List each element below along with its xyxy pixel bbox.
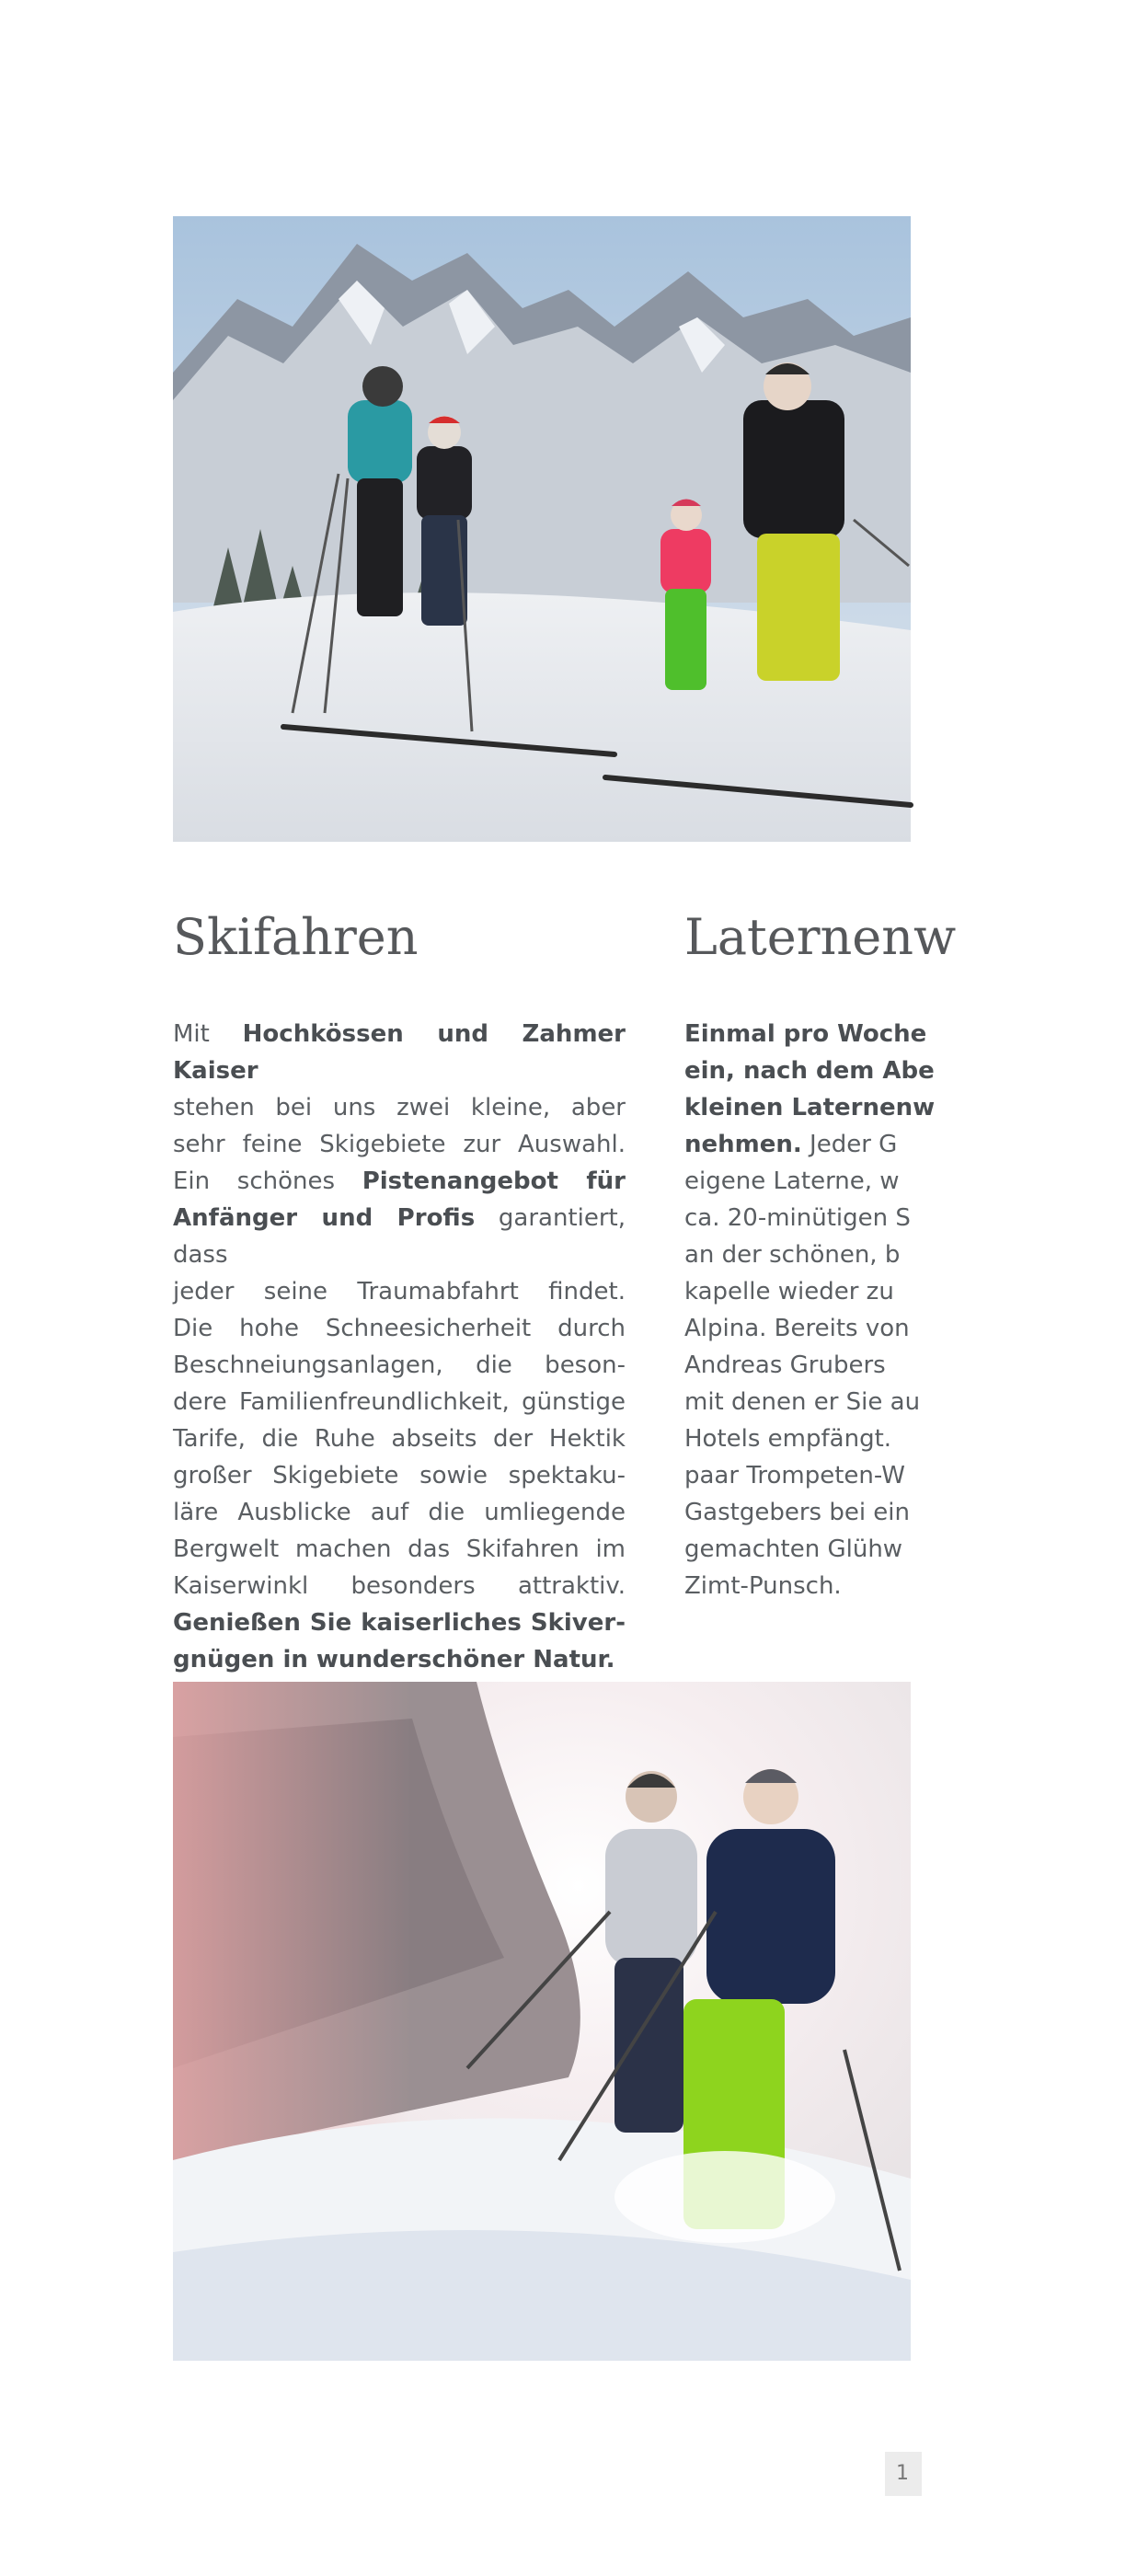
text-span: kapelle wieder zu <box>684 1278 894 1305</box>
text-line <box>684 1236 1137 1273</box>
bold-text: Anfänger und Profis <box>173 1204 476 1232</box>
text-span: an der schönen, b <box>684 1241 901 1269</box>
text-span: Kaiserwinkl besonders attraktiv. <box>173 1572 626 1600</box>
skifahren-heading: Skifahren <box>173 908 419 966</box>
text-line <box>173 1531 626 1568</box>
bold-text: Einmal pro Woche <box>684 1020 927 1048</box>
text-span: großer Skigebiete sowie spektaku- <box>173 1462 626 1489</box>
text-span: dere Familienfreundlichkeit, günstige <box>173 1388 626 1416</box>
text-line <box>173 1273 626 1310</box>
text-line <box>684 1347 1137 1384</box>
text-span: eigene Laterne, w <box>684 1167 900 1195</box>
text-line <box>684 1126 1137 1163</box>
text-line <box>173 1126 626 1163</box>
text-line <box>684 1163 1137 1200</box>
text-span: garantiert, dass <box>173 1204 626 1269</box>
text-span: paar Trompeten-W <box>684 1462 905 1489</box>
text-line <box>173 1420 626 1457</box>
skifahren-section <box>173 900 626 1678</box>
text-span: Andreas Grubers <box>684 1351 886 1379</box>
bold-text: kleinen Laternenw <box>684 1094 936 1121</box>
text-span: stehen bei uns zwei kleine, aber <box>173 1094 626 1121</box>
text-span: sehr feine Skigebiete zur Auswahl. <box>173 1131 626 1158</box>
text-span: Alpina. Bereits von <box>684 1315 910 1342</box>
text-span: Die hohe Schneesicherheit durch <box>173 1315 626 1342</box>
text-span: Ein schönes <box>173 1167 362 1195</box>
laternenwanderung-section <box>684 900 1137 1604</box>
text-span: Gastgebers bei ein <box>684 1499 911 1526</box>
text-span: jeder seine Traumabfahrt findet. <box>173 1278 626 1305</box>
bold-text: gnügen in wunderschöner Natur. <box>173 1646 615 1673</box>
text-line <box>173 1494 626 1531</box>
snowshoe-hiking-photo <box>173 1682 911 2361</box>
laternenwanderung-text <box>684 1016 1137 1604</box>
text-line <box>684 1200 1137 1236</box>
text-span: Tarife, die Ruhe abseits der Hektik <box>173 1425 626 1453</box>
text-line <box>173 1457 626 1494</box>
snowshoe-hiking-icon <box>173 1682 911 2361</box>
text-line <box>173 1384 626 1420</box>
text-line <box>173 1604 626 1641</box>
text-line <box>173 1163 626 1200</box>
text-span: mit denen er Sie au <box>684 1388 921 1416</box>
text-line <box>173 1568 626 1604</box>
text-span: Jeder G <box>801 1131 898 1158</box>
bold-text: nehmen. <box>684 1131 802 1158</box>
text-span: Beschneiungsanlagen, die beson- <box>173 1351 626 1379</box>
text-line <box>684 1016 1137 1052</box>
text-line <box>173 1641 626 1678</box>
bold-text: Pistenangebot für <box>362 1167 626 1195</box>
text-line <box>684 1457 1137 1494</box>
text-line <box>684 1531 1137 1568</box>
bold-text: ein, nach dem Abe <box>684 1057 935 1085</box>
text-line <box>684 1273 1137 1310</box>
text-span: gemachten Glühw <box>684 1535 903 1563</box>
text-span: läre Ausblicke auf die umliegende <box>173 1499 626 1526</box>
text-line <box>684 1568 1137 1604</box>
page-number: 1 <box>885 2452 922 2496</box>
text-line <box>173 1310 626 1347</box>
text-line <box>684 1310 1137 1347</box>
text-line <box>684 1494 1137 1531</box>
text-line <box>684 1384 1137 1420</box>
text-line <box>684 1420 1137 1457</box>
text-span: Zimt-Punsch. <box>684 1572 842 1600</box>
family-skiing-icon <box>173 216 911 842</box>
text-span: Hotels empfängt. <box>684 1425 892 1453</box>
text-line <box>684 1089 1137 1126</box>
laternenwanderung-heading: Laternenw <box>684 908 957 966</box>
bold-text: Genießen Sie kaiserliches Skiver- <box>173 1609 626 1637</box>
text-span: Bergwelt machen das Skifahren im <box>173 1535 626 1563</box>
skifahren-text <box>173 1016 626 1678</box>
text-line <box>684 1052 1137 1089</box>
text-span: Mit <box>173 1020 243 1048</box>
family-skiing-photo <box>173 216 911 842</box>
text-line <box>173 1089 626 1126</box>
text-line <box>173 1016 626 1089</box>
bold-text: Hochkössen und Zahmer Kaiser <box>173 1020 626 1085</box>
text-span: ca. 20-minütigen S <box>684 1204 911 1232</box>
text-line <box>173 1347 626 1384</box>
text-line <box>173 1200 626 1273</box>
